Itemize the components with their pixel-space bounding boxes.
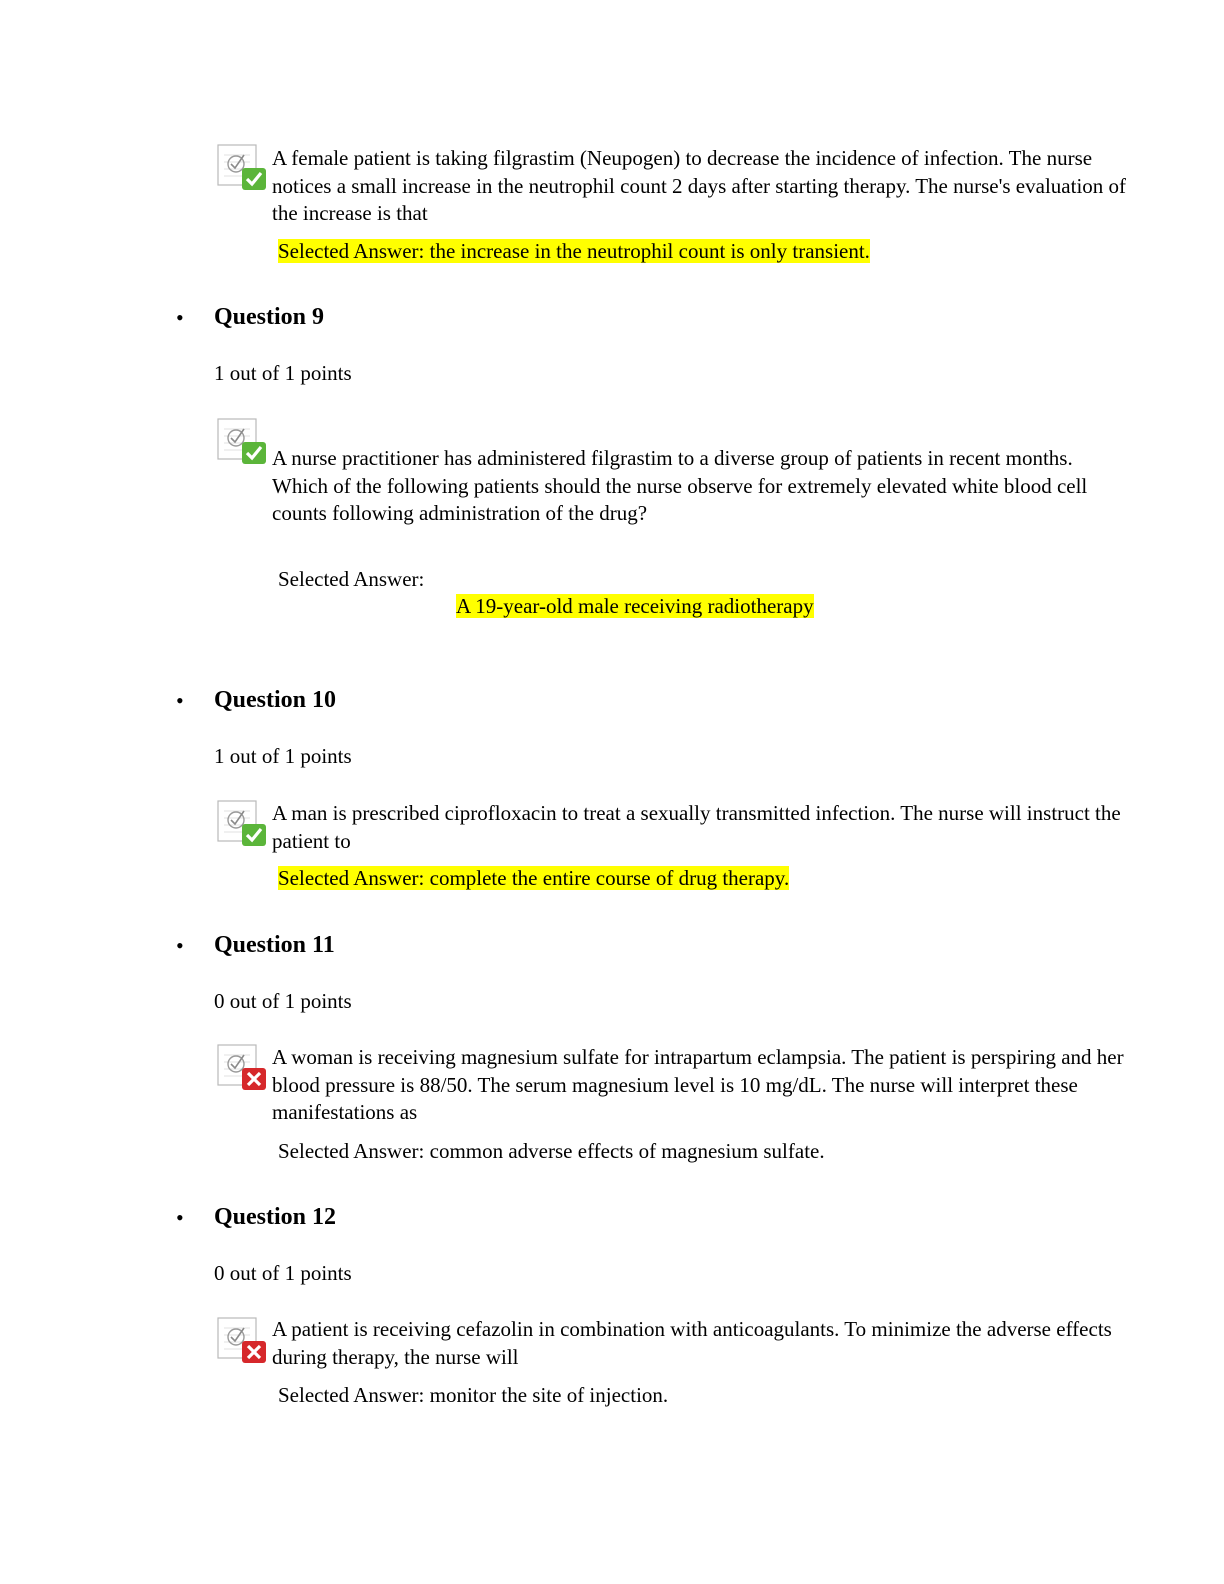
- question-12-points: 0 out of 1 points: [214, 1261, 352, 1285]
- question-11-title: Question 11: [214, 932, 335, 958]
- graded-incorrect-icon: [216, 1317, 268, 1365]
- graded-incorrect-icon: [216, 1044, 268, 1092]
- graded-correct-icon: [216, 800, 268, 848]
- list-bullet: •: [176, 933, 184, 958]
- question-8-selected-answer: Selected Answer: the increase in the neutrophil count is only transient.: [278, 239, 870, 263]
- list-bullet: •: [176, 688, 184, 713]
- list-bullet: •: [176, 305, 184, 330]
- question-9-answer-label: Selected Answer:: [278, 567, 425, 591]
- question-10-selected-answer: Selected Answer: complete the entire course of drug therapy.: [278, 866, 790, 890]
- question-9-points: 1 out of 1 points: [214, 361, 352, 385]
- question-9-title: Question 9: [214, 304, 325, 330]
- list-bullet: •: [176, 1205, 184, 1230]
- graded-correct-icon: [216, 144, 268, 192]
- question-10-title: Question 10: [214, 687, 337, 713]
- question-11-points: 0 out of 1 points: [214, 989, 352, 1013]
- question-12-selected-answer: Selected Answer: monitor the site of injection.: [278, 1383, 669, 1407]
- question-10-text: A man is prescribed ciprofloxacin to treat a sexually transmitted infection. The nurse will instruct the patient to: [272, 801, 1121, 853]
- question-9-text: A nurse practitioner has administered filgrastim to a diverse group of patients in recent months. Which of the following patients should the nurse observe for extremely elevated white blood cell counts following administration of the drug?: [272, 446, 1088, 525]
- question-8-text: A female patient is taking filgrastim (Neupogen) to decrease the incidence of infection. The nurse notices a small increase in the neutrophil count 2 days after starting therapy. The nurse's evaluation of the increase is that: [272, 146, 1127, 225]
- question-11-text: A woman is receiving magnesium sulfate for intrapartum eclampsia. The patient is perspiring and her blood pressure is 88/50. The serum magnesium level is 10 mg/dL. The nurse will interpret these manifestations as: [272, 1045, 1124, 1124]
- question-12-text: A patient is receiving cefazolin in combination with anticoagulants. To minimize the adverse effects during therapy, the nurse will: [272, 1317, 1112, 1369]
- question-12-title: Question 12: [214, 1204, 337, 1230]
- question-10-points: 1 out of 1 points: [214, 744, 352, 768]
- graded-correct-icon: [216, 418, 268, 466]
- question-9-selected-answer: A 19-year-old male receiving radiotherapy: [456, 594, 814, 618]
- question-11-selected-answer: Selected Answer: common adverse effects of magnesium sulfate.: [278, 1139, 825, 1163]
